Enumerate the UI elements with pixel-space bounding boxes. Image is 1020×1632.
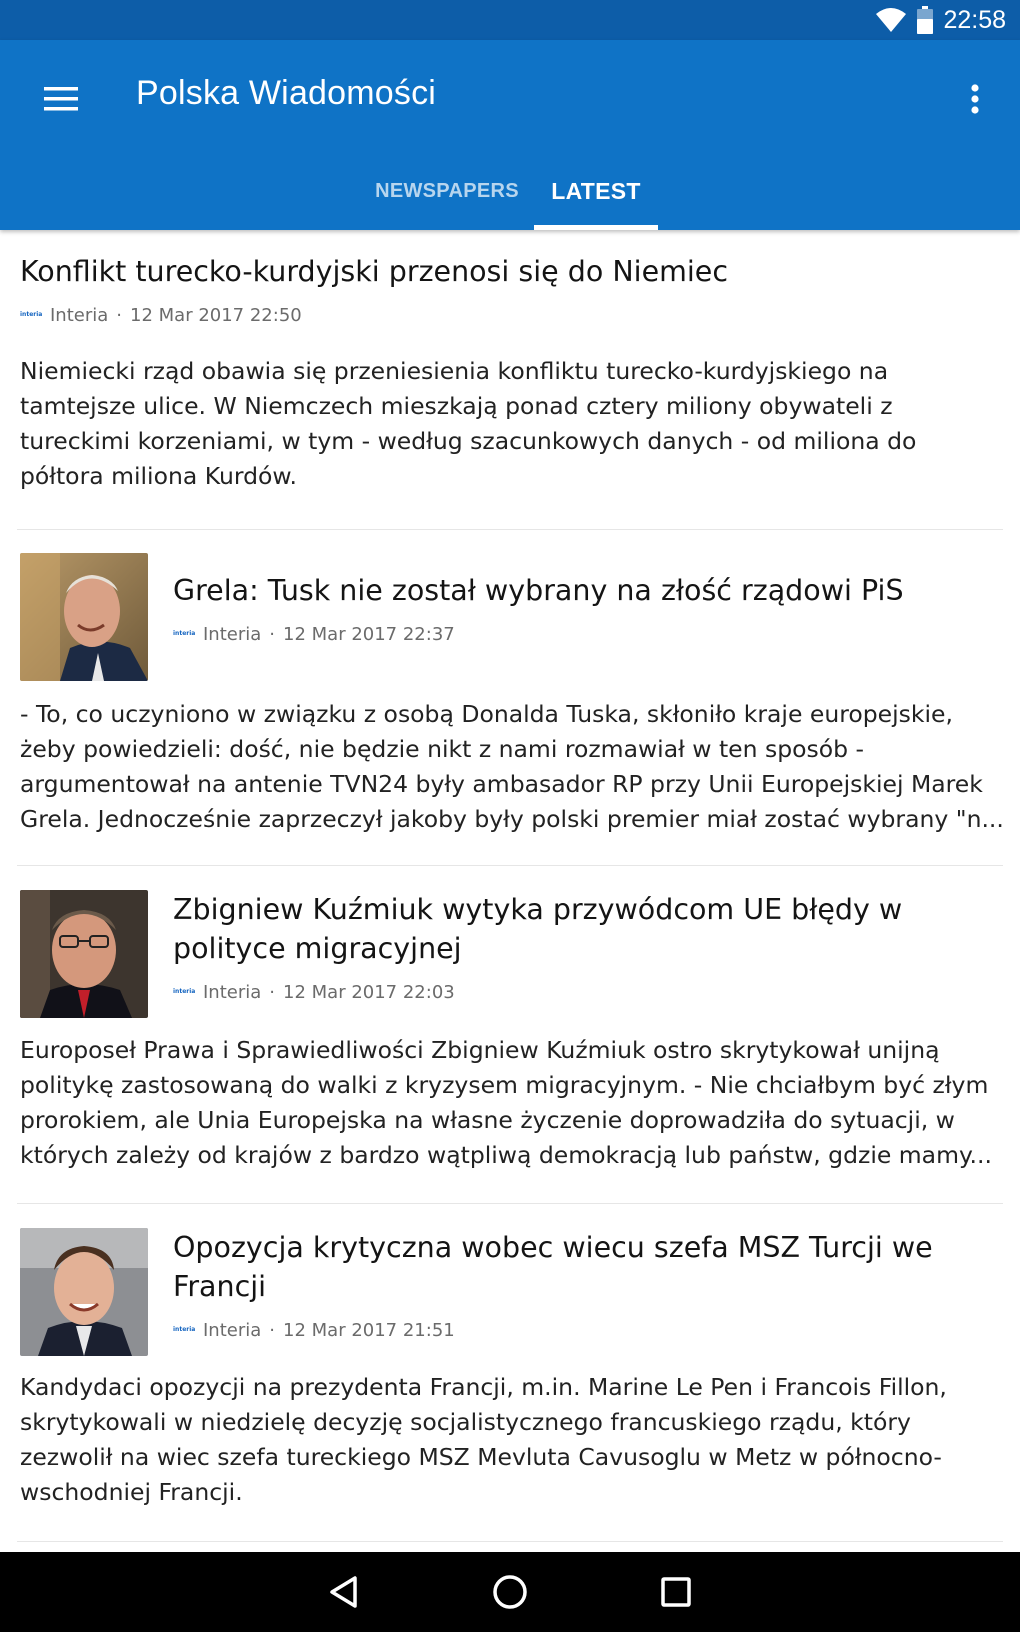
interia-logo-icon: interia (173, 988, 195, 995)
article-head (173, 571, 1002, 646)
article-head (173, 890, 1002, 1004)
article-thumbnail[interactable] (20, 1228, 148, 1356)
article-source: Interia (203, 1319, 262, 1341)
tab-newspapers[interactable] (367, 152, 527, 230)
article-source: Interia (50, 304, 109, 326)
meta-separator: · (269, 623, 276, 645)
article-meta (173, 1318, 1002, 1342)
tab-label: NEWSPAPERS (375, 179, 519, 202)
divider (17, 865, 1003, 866)
article-timestamp: 12 Mar 2017 22:37 (283, 623, 455, 645)
article-summary: Europoseł Prawa i Sprawiedliwości Zbigniew Kuźmiuk ostro skrytykował unijną politykę zastosowaną do walki z kryzysem migracyjnym. - Nie chciałbym być złym prorokiem, ale Unia Europejska na własne życzenie doprowadziła do sytuacji, w których zależy od krajów z bardzo wątpliwą demokracją lub państw, gdzie mamy... (20, 1036, 992, 1169)
more-vert-icon[interactable] (960, 76, 990, 122)
tab-bar (0, 152, 1020, 230)
status-bar (0, 0, 1020, 40)
article-head (173, 1228, 1002, 1342)
article-timestamp: 12 Mar 2017 22:50 (130, 304, 302, 326)
article-card[interactable] (20, 252, 1002, 494)
meta-separator: · (269, 981, 276, 1003)
article-summary: Niemiecki rząd obawia się przeniesienia konfliktu turecko-kurdyjskiego na tamtejsze ulice. W Niemczech mieszkają ponad cztery miliony obywateli z tureckimi korzeniami, w tym - według szacunkowych danych - od miliona do półtora miliona Kurdów. (20, 357, 917, 490)
article-thumbnail[interactable] (20, 890, 148, 1018)
divider (17, 529, 1003, 530)
article-summary: Kandydaci opozycji na prezydenta Francji, m.in. Marine Le Pen i Francois Fillon, skrytykowali w niedzielę decyzję socjalistycznego francuskiego rządu, który zezwolił na wiec szefa tureckiego MSZ Mevluta Cavusoglu w Metz w północno-wschodniej Francji. (20, 1373, 947, 1506)
status-time: 22:58 (943, 5, 1006, 34)
app-bar (0, 40, 1020, 230)
article-summary: - To, co uczyniono w związku z osobą Donalda Tuska, skłoniło kraje europejskie, żeby powiedzieli: dość, nie będzie nikt z nami rozmawiał w ten sposób - argumentował na antenie TVN24 były ambasador RP przy Unii Europejskiej Marek Grela. Jednocześnie zaprzeczył jakoby były polski premier miał zostać wybrany "n... (20, 700, 1004, 833)
article-meta (173, 980, 1002, 1004)
back-triangle-icon[interactable] (320, 1568, 368, 1616)
article-title[interactable]: Zbigniew Kuźmiuk wytyka przywódcom UE błędy w polityce migracyjnej (173, 893, 903, 965)
meta-separator: · (116, 304, 123, 326)
article-meta (20, 303, 1002, 327)
article-thumbnail[interactable] (20, 553, 148, 681)
article-title[interactable]: Grela: Tusk nie został wybrany na złość rządowi PiS (173, 574, 904, 607)
divider (17, 1541, 1003, 1542)
recents-square-icon[interactable] (652, 1568, 700, 1616)
article-source: Interia (203, 981, 262, 1003)
wifi-icon (875, 7, 907, 33)
article-timestamp: 12 Mar 2017 22:03 (283, 981, 455, 1003)
news-feed[interactable] (0, 230, 1020, 1552)
article-title[interactable]: Konflikt turecko-kurdyjski przenosi się do Niemiec (20, 255, 728, 288)
article-timestamp: 12 Mar 2017 21:51 (283, 1319, 455, 1341)
system-nav-bar (0, 1552, 1020, 1632)
article-meta (173, 622, 1002, 646)
tab-label: LATEST (551, 177, 641, 204)
home-circle-icon[interactable] (486, 1568, 534, 1616)
app-title: Polska Wiadomości (136, 74, 437, 112)
battery-icon (917, 6, 933, 34)
meta-separator: · (269, 1319, 276, 1341)
article-source: Interia (203, 623, 262, 645)
divider (17, 1203, 1003, 1204)
interia-logo-icon: interia (173, 1326, 195, 1333)
interia-logo-icon: interia (173, 630, 195, 637)
hamburger-menu-icon[interactable] (38, 76, 84, 122)
interia-logo-icon: interia (20, 311, 42, 318)
article-title[interactable]: Opozycja krytyczna wobec wiecu szefa MSZ Turcji we Francji (173, 1231, 933, 1303)
tab-latest[interactable] (534, 152, 658, 230)
